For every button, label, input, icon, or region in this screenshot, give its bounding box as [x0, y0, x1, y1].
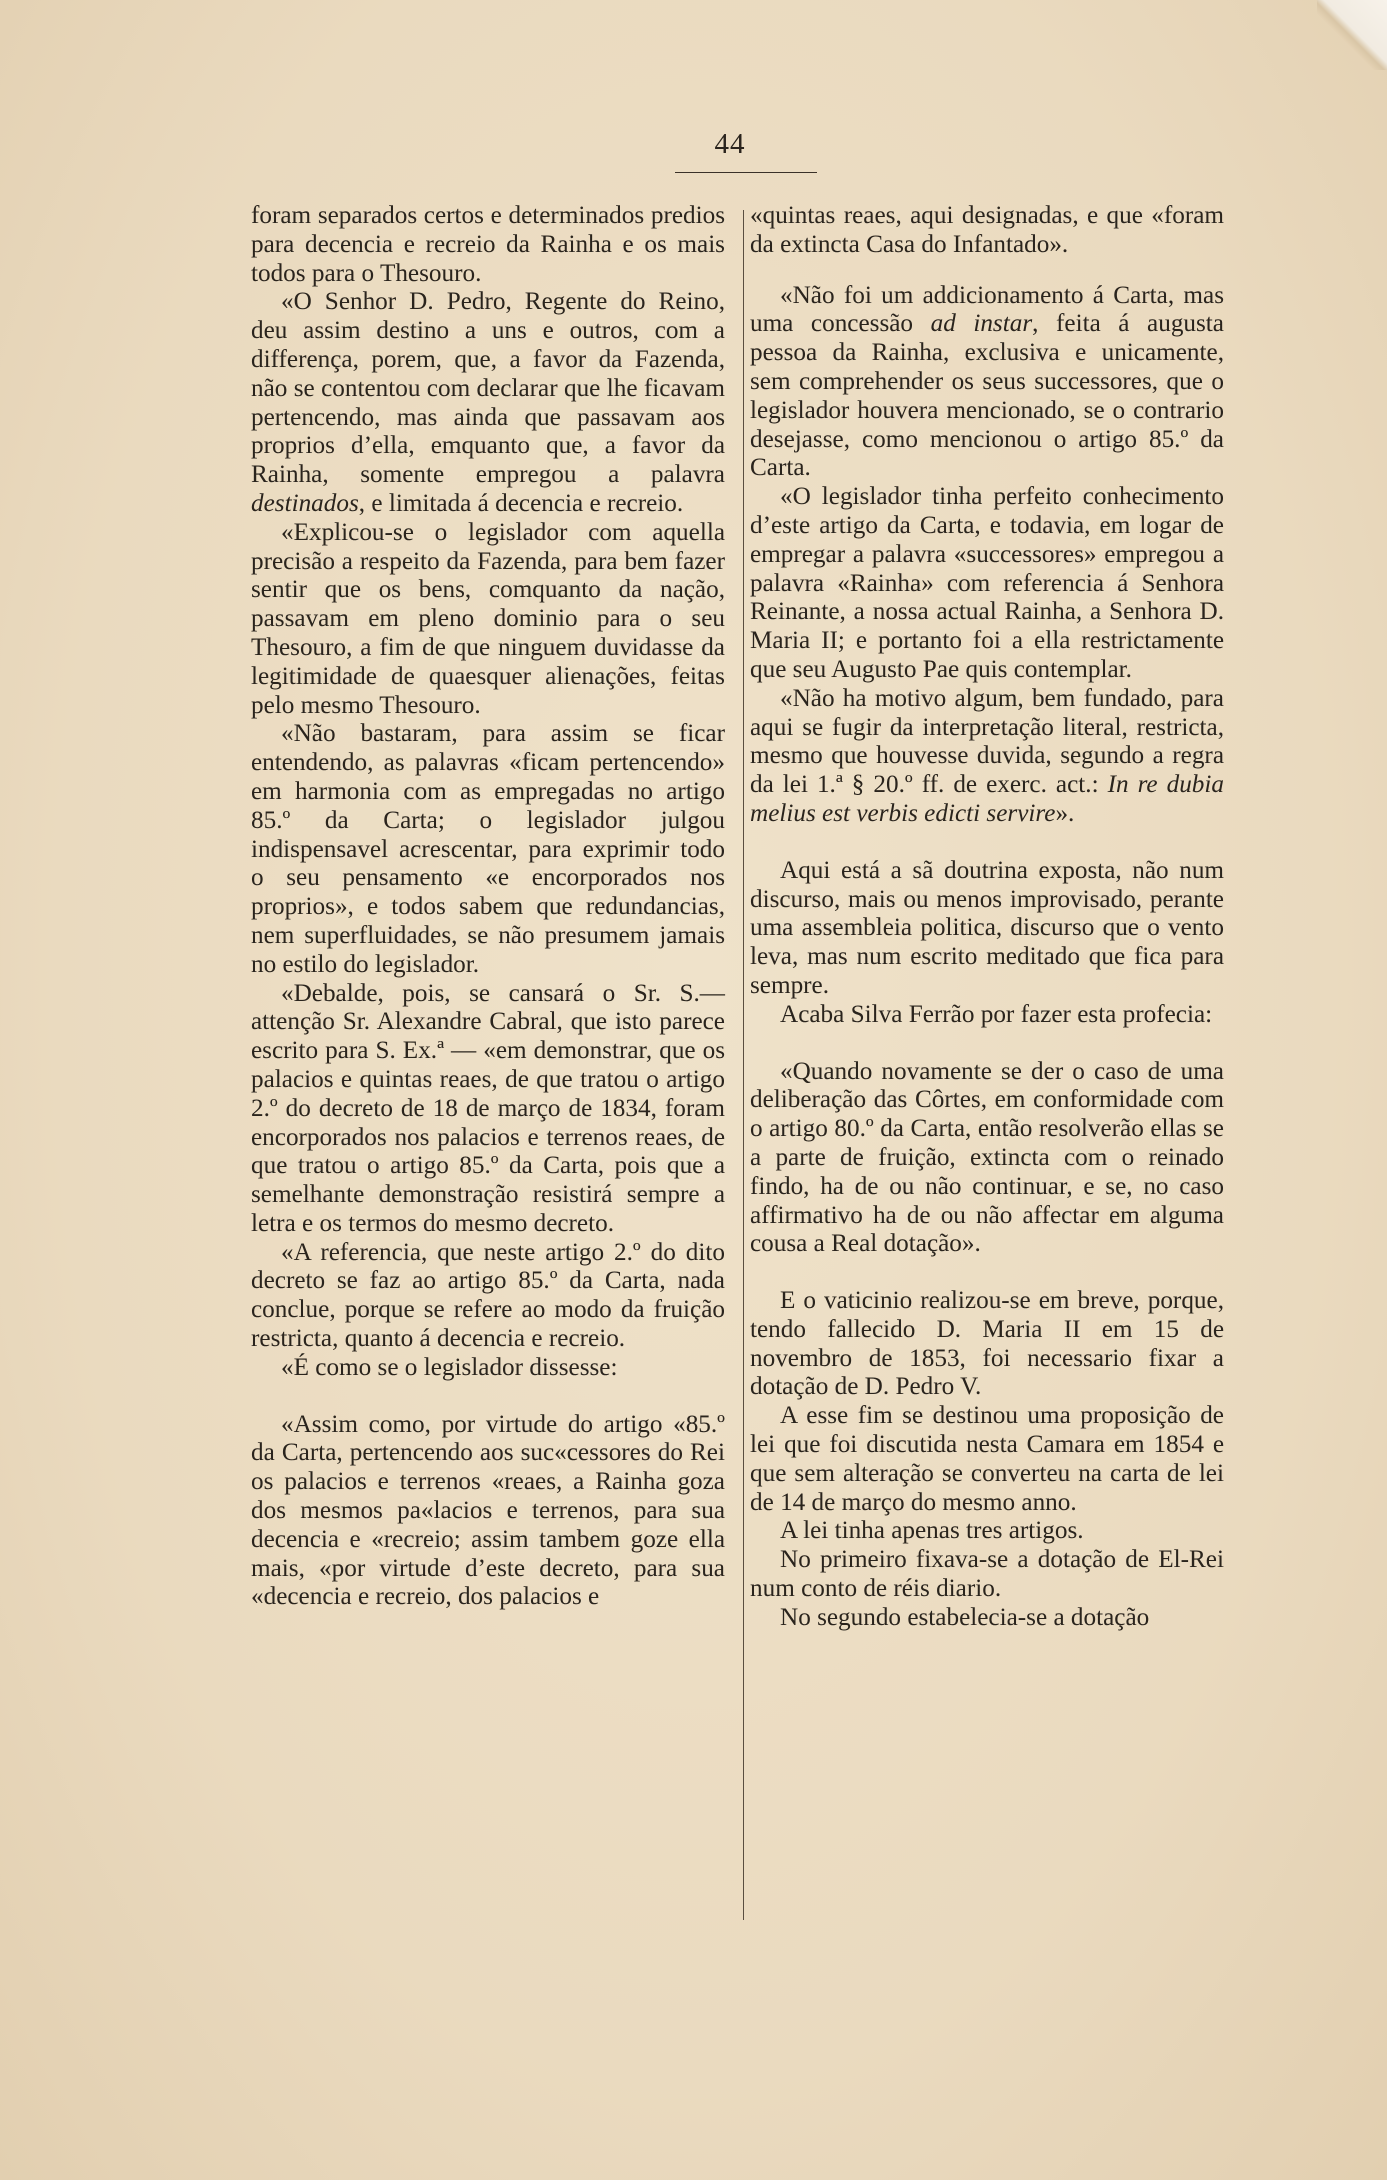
paragraph: «Assim como, por virtude do artigo «85.º da Carta, pertencendo aos suc«cessores do Rei os palacios e terrenos «reaes, a Rainha goza dos mesmos pa«lacios e terrenos, para sua decencia e «recreio; assim tambem goze ella mais, «por virtude d’este decreto, para sua «decencia e recreio, dos palacios e [251, 1410, 725, 1611]
paragraph: «Quando novamente se der o caso de uma deliberação das Côrtes, em conformidade com o artigo 80.º da Carta, então resolverão ellas se a parte de fruição, extincta com o reinado findo, ha de ou não continuar, e se, no caso affirmativo ha de ou não affectar em alguma cousa a Real dotação». [750, 1057, 1224, 1258]
paragraph: Aqui está a sã doutrina exposta, não num discurso, mais ou menos improvisado, perante uma assembleia politica, discurso que o vento leva, mas num escrito meditado que fica para sempre. [750, 856, 1224, 999]
left-column [251, 202, 725, 1612]
paragraph: «quintas reaes, aqui designadas, e que «foram da extincta Casa do Infantado». [750, 202, 1224, 258]
paragraph: «O legislador tinha perfeito conhecimento d’este artigo da Carta, e todavia, em logar de empregar a palavra «successores» empregou a palavra «Rainha» com referencia á Senhora Reinante, a nossa actual Rainha, a Senhora D. Maria II; e portanto foi a ella restrictamente que seu Augusto Pae quis contemplar. [750, 483, 1224, 683]
paragraph: «O Senhor D. Pedro, Regente do Reino, deu assim destino a uns e outros, com a differença, porem, que, a favor da Fazenda, não se contentou com declarar que lhe ficavam pertencendo, mas ainda que passavam aos proprios d’ella, emquanto que, a favor da Rainha, somente empregou a palavra destinados, e limitada á decencia e recreio. [251, 288, 725, 517]
paragraph: «Explicou-se o legislador com aquella precisão a respeito da Fazenda, para bem fazer sentir que os bens, comquanto da nação, passavam em pleno dominio para o seu Thesouro, a fim de que ninguem duvidasse da legitimidade de quaesquer alienações, feitas pelo mesmo Thesouro. [251, 518, 725, 719]
paragraph: A lei tinha apenas tres artigos. [780, 1517, 1084, 1545]
paragraph: «Não bastaram, para assim se ficar entendendo, as palavras «ficam pertencendo» em harmonia com as empregadas no artigo 85.º da Carta; o legislador julgou indispensavel acrescentar, para exprimir todo o seu pensamento «e encorporados nos proprios», e todos sabem que redundancias, nem superfluidades, se não presumem jamais no estilo do legislador. [251, 720, 725, 978]
paragraph: «Debalde, pois, se cansará o Sr. S.— attenção Sr. Alexandre Cabral, que isto parece escrito para S. Ex.ª — «em demonstrar, que os palacios e quintas reaes, de que tratou o artigo 2.º do decreto de 18 de março de 1834, foram encorporados nos palacios e terrenos reaes, de que tratou o artigo 85.º da Carta, pois que a semelhante demonstração resistirá sempre a letra e os termos do mesmo decreto. [251, 979, 725, 1237]
paragraph: No segundo estabelecia-se a dotação [780, 1603, 1150, 1631]
right-column [750, 202, 1224, 1633]
paragraph: No primeiro fixava-se a dotação de El-Rei num conto de réis diario. [750, 1546, 1224, 1603]
paragraph: «É como se o legislador dissesse: [281, 1353, 618, 1381]
paragraph: Acaba Silva Ferrão por fazer esta profecia: [780, 1000, 1213, 1028]
paragraph: A esse fim se destinou uma proposição de lei que foi discutida nesta Camara em 1854 e que sem alteração se converteu na carta de lei de 14 de março do mesmo anno. [750, 1402, 1224, 1516]
paragraph: «Não ha motivo algum, bem fundado, para aqui se fugir da interpretação literal, restricta, mesmo que houvesse duvida, segundo a regra da lei 1.ª § 20.º ff. de exerc. act.: In re dubia melius est verbis edicti servire». [750, 684, 1224, 827]
header-rule [675, 172, 817, 173]
column-divider [743, 210, 744, 1920]
paragraph: foram separados certos e determinados predios para decencia e recreio da Rainha e os mais todos para o Thesouro. [251, 202, 725, 287]
page-corner-fold [1317, 0, 1387, 70]
paragraph: E o vaticinio realizou-se em breve, porque, tendo fallecido D. Maria II em 15 de novembro de 1853, foi necessario fixar a dotação de D. Pedro V. [750, 1287, 1224, 1401]
paragraph: «Não foi um addicionamento á Carta, mas uma concessão ad instar, feita á augusta pessoa da Rainha, exclusiva e unicamente, sem comprehender os seus successores, que o legislador houvera mencionado, se o contrario desejasse, como mencionou o artigo 85.º da Carta. [750, 281, 1224, 482]
paragraph: «A referencia, que neste artigo 2.º do dito decreto se faz ao artigo 85.º da Carta, nada conclue, porque se refere ao modo da fruição restricta, quanto á decencia e recreio. [251, 1238, 725, 1353]
page-number: 44 [714, 128, 746, 160]
